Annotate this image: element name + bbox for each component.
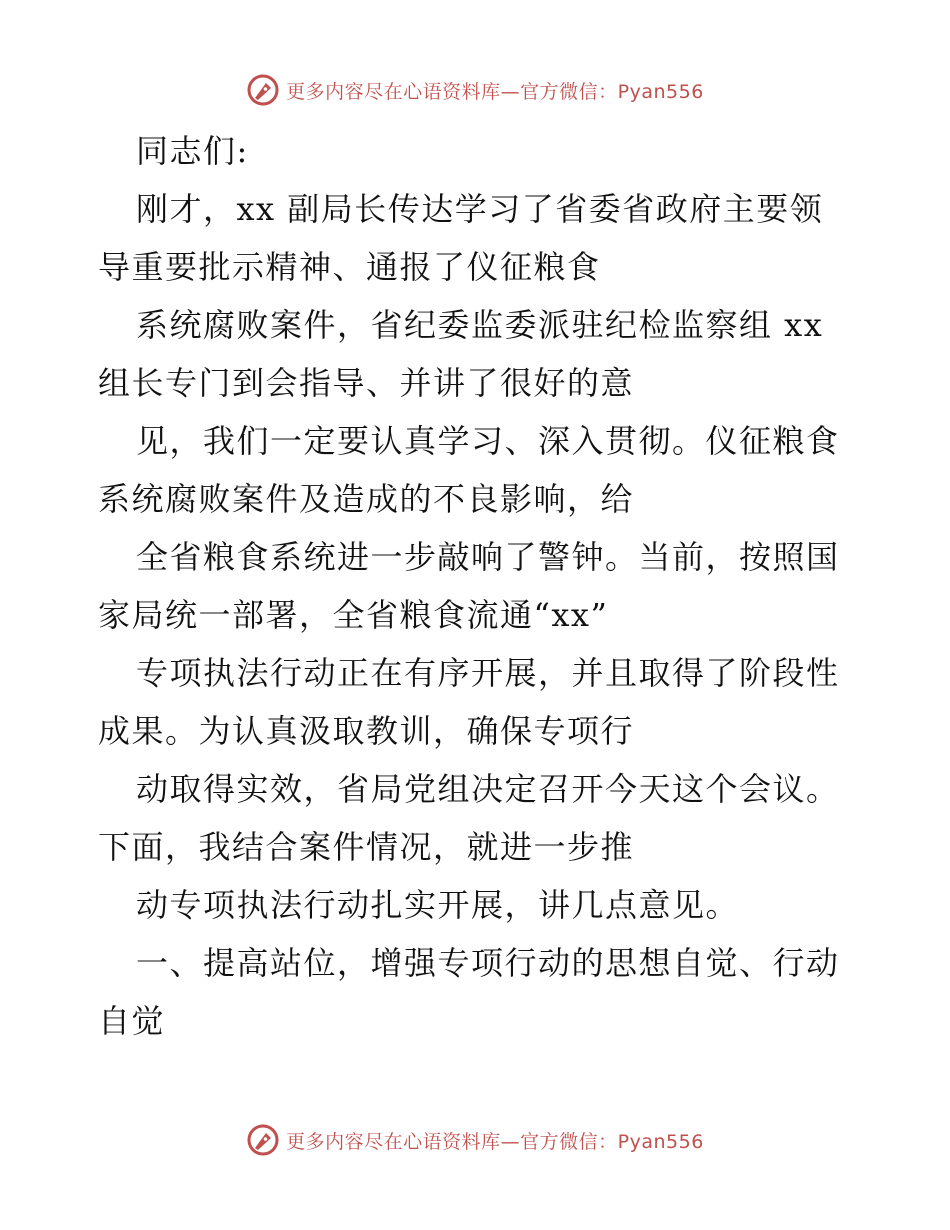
text-line: 动专项执法行动扎实开展，讲几点意见。 <box>136 886 740 924</box>
pen-nib-circle-icon <box>246 1123 280 1157</box>
text-line: 系统腐败案件及造成的不良影响，给 <box>98 480 635 518</box>
section-heading-line: 一、提高站位，增强专项行动的思想自觉、行动 <box>136 944 840 982</box>
watermark-text: 更多内容尽在心语资料库—官方微信：Pyan556 <box>286 1130 704 1153</box>
watermark-text: 更多内容尽在心语资料库—官方微信：Pyan556 <box>286 80 704 103</box>
text-line: 刚才，xx 副局长传达学习了省委省政府主要领 <box>136 190 824 228</box>
text-line: 同志们: <box>136 132 249 170</box>
text-line: 组长专门到会指导、并讲了很好的意 <box>98 364 635 402</box>
text-line: 系统腐败案件，省纪委监委派驻纪检监察组 xx <box>136 306 824 344</box>
text-line: 导重要批示精神、通报了仪征粮食 <box>98 248 601 286</box>
text-line: 家局统一部署，全省粮食流通“xx” <box>98 596 609 634</box>
text-line: 见，我们一定要认真学习、深入贯彻。仪征粮食 <box>136 422 840 460</box>
text-line: 专项执法行动正在有序开展，并且取得了阶段性 <box>136 654 840 692</box>
text-line: 成果。为认真汲取教训，确保专项行 <box>98 712 635 750</box>
text-line: 下面，我结合案件情况，就进一步推 <box>98 828 635 866</box>
text-line: 全省粮食系统进一步敲响了警钟。当前，按照国 <box>136 538 840 576</box>
document-body <box>98 122 858 1050</box>
header-watermark <box>0 70 950 110</box>
section-heading-line: 自觉 <box>98 1002 166 1040</box>
pen-nib-circle-icon <box>246 73 280 107</box>
text-line: 动取得实效，省局党组决定召开今天这个会议。 <box>136 770 840 808</box>
footer-watermark <box>0 1120 950 1160</box>
